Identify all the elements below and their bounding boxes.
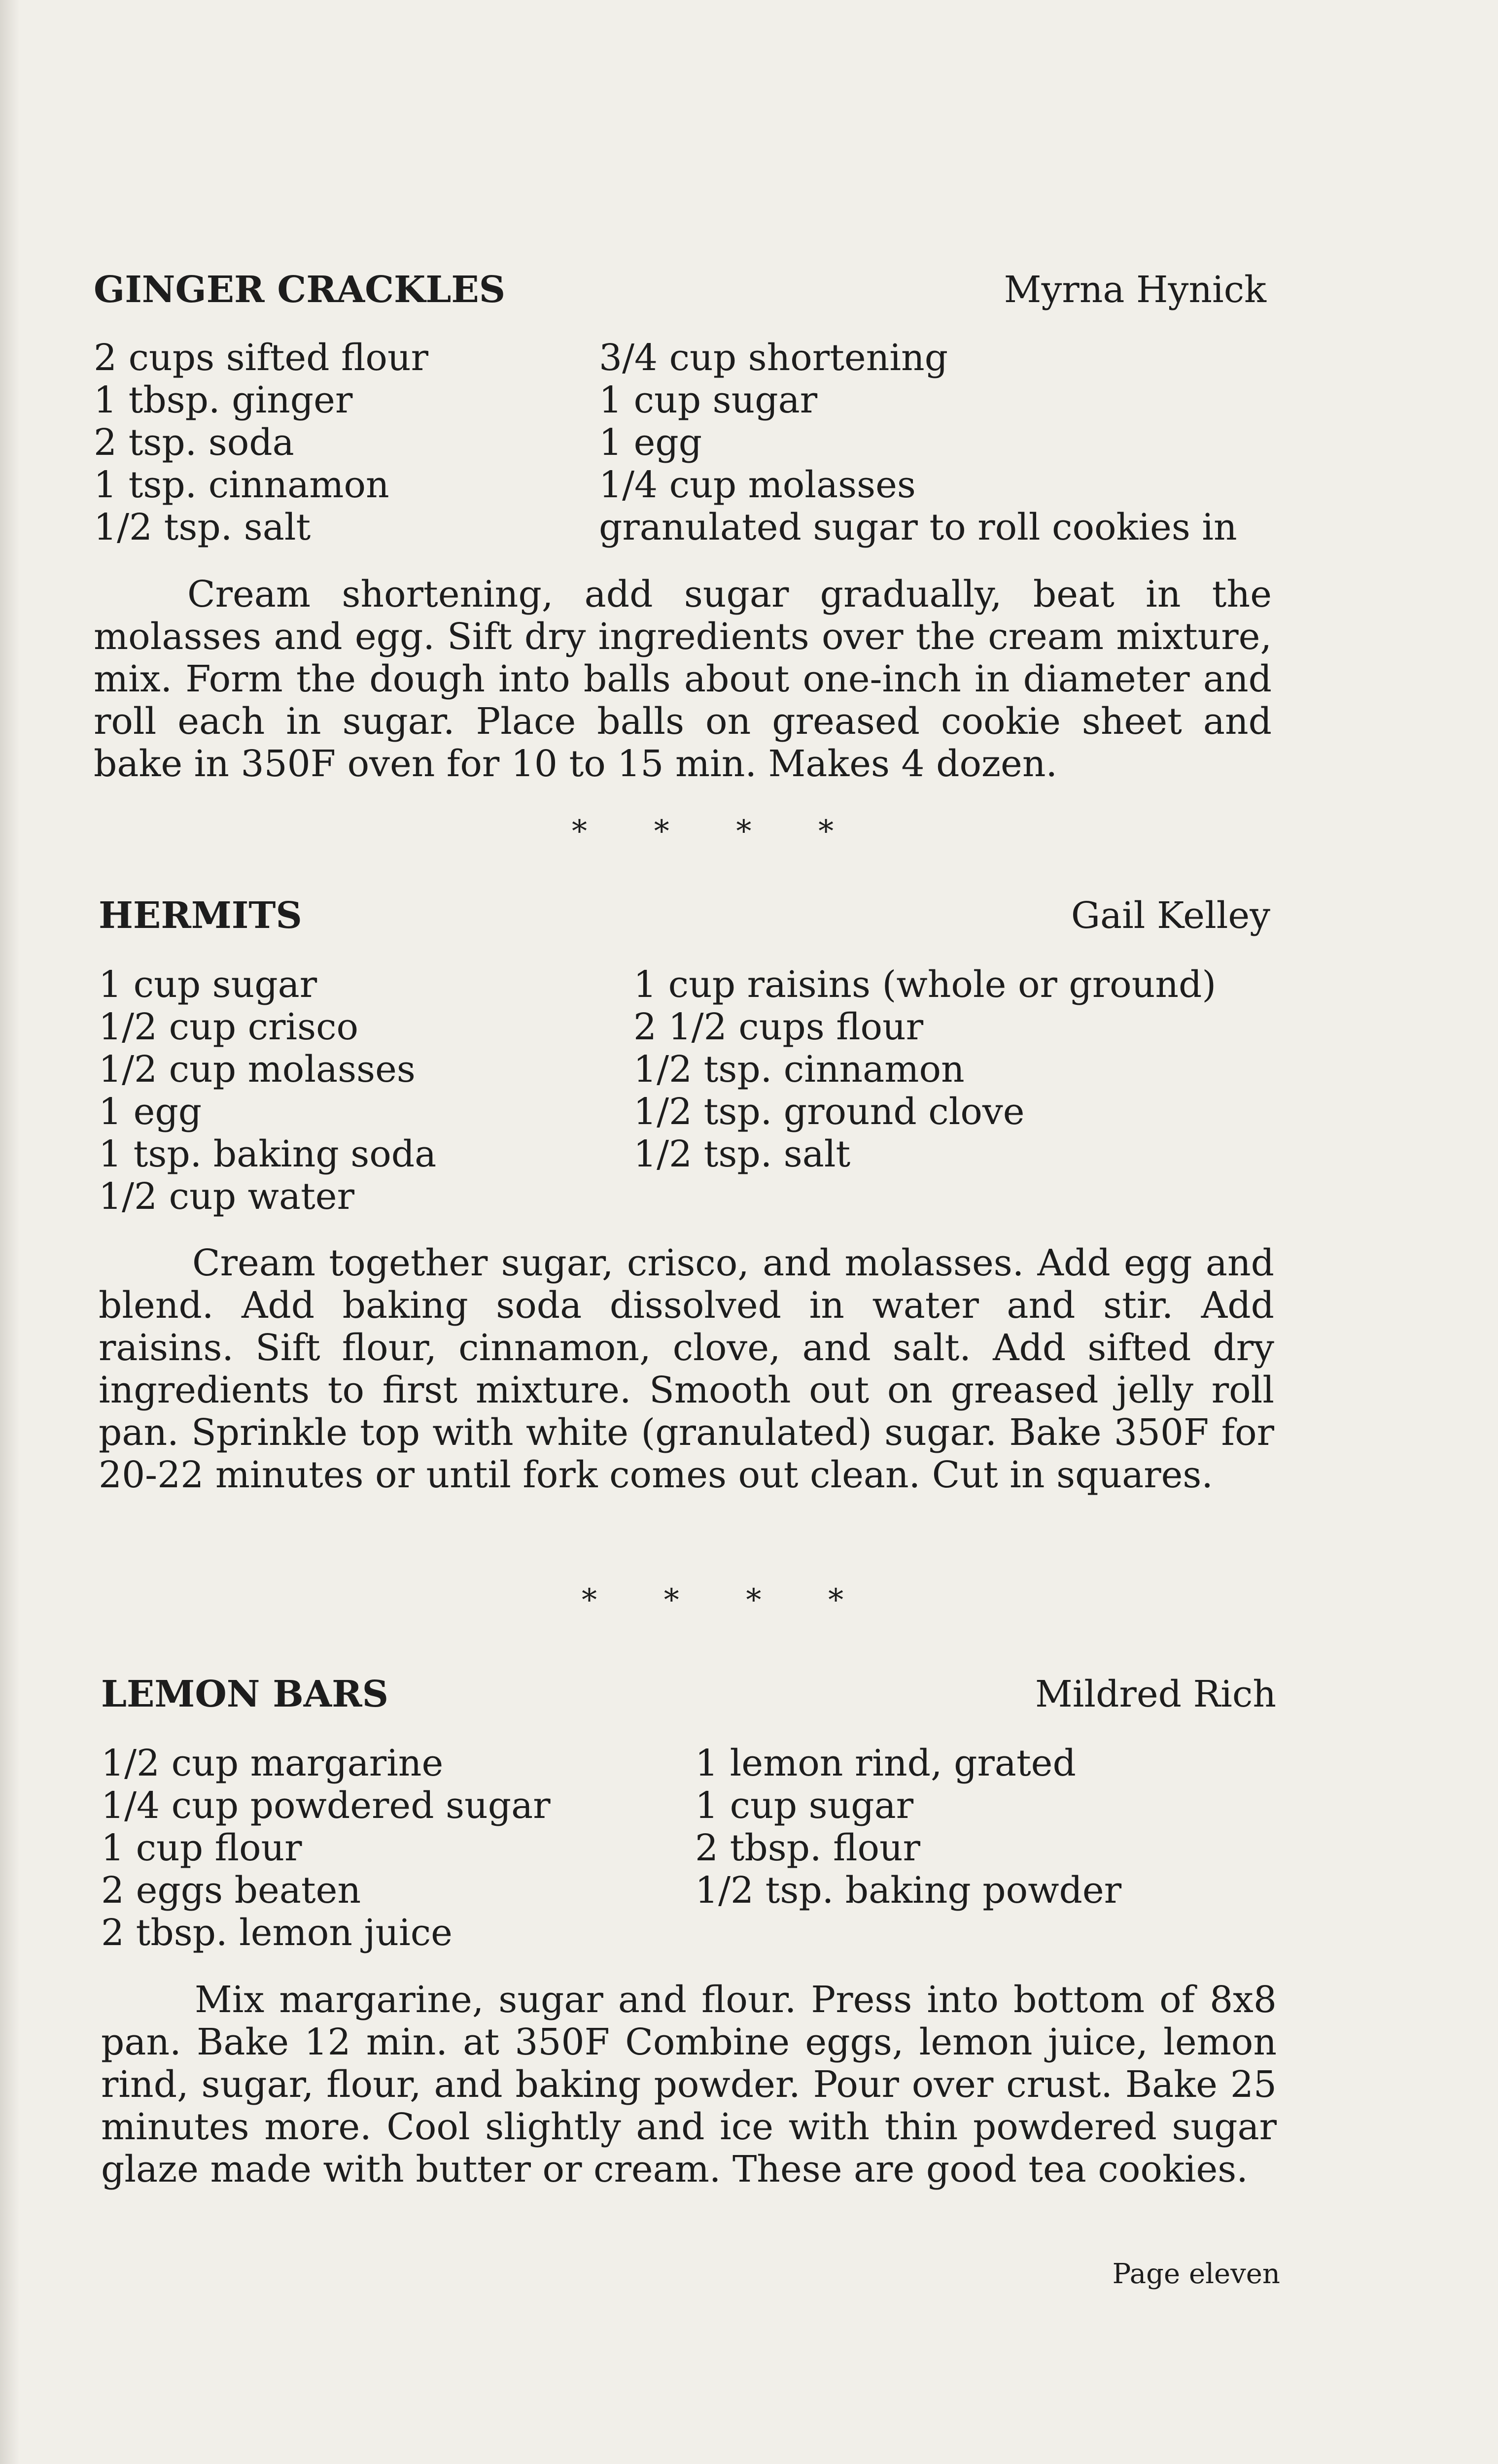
ingredient: 1 tsp. baking soda — [99, 1133, 437, 1175]
ingredients-right — [695, 1742, 1121, 1912]
ingredient: 3/4 cup shortening — [599, 337, 948, 379]
page-edge-shadow — [0, 0, 20, 2464]
ingredient: 1 lemon rind, grated — [695, 1742, 1076, 1784]
ingredient: 1/2 cup water — [99, 1175, 354, 1218]
ingredient: 1/2 tsp. salt — [633, 1133, 851, 1175]
ingredient: 2 cups sifted flour — [94, 337, 428, 379]
recipe-author: Gail Kelley — [1071, 894, 1270, 937]
ingredient: 1/2 cup margarine — [101, 1742, 444, 1784]
ingredient: 1/2 tsp. cinnamon — [633, 1048, 965, 1091]
ingredient: 1/2 tsp. baking powder — [695, 1869, 1122, 1912]
ingredients-right — [633, 963, 1216, 1175]
section-separator: * * * * — [582, 1582, 872, 1618]
ingredient: 1 tbsp. ginger — [94, 379, 353, 421]
recipe-author: Mildred Rich — [1035, 1673, 1276, 1715]
recipe-directions: Mix margarine, sugar and flour. Press into bottom of 8x8 pan. Bake 12 min. at 350F Combine eggs, lemon juice, lemon rind, sugar, flour, and baking powder. Pour over crust. Bake 25 minutes more. Cool slightly and ice with thin powdered sugar glaze made with butter or cream. These are good tea cookies. — [101, 1979, 1277, 2190]
recipe-title: LEMON BARS — [101, 1673, 389, 1715]
ingredient: 1/2 cup molasses — [99, 1048, 416, 1091]
ingredient: 2 eggs beaten — [101, 1869, 361, 1912]
ingredients-right — [599, 337, 1237, 548]
ingredient: 1 cup sugar — [599, 379, 818, 421]
ingredient: 1/4 cup molasses — [599, 464, 916, 506]
ingredient: 1/2 tsp. ground clove — [633, 1091, 1025, 1133]
ingredient: 1 egg — [599, 421, 702, 464]
ingredient: 1/4 cup powdered sugar — [101, 1784, 551, 1827]
ingredient: granulated sugar to roll cookies in — [599, 506, 1237, 548]
recipe-title: GINGER CRACKLES — [94, 269, 506, 311]
ingredient: 1 cup flour — [101, 1827, 302, 1869]
ingredient: 2 tbsp. flour — [695, 1827, 921, 1869]
ingredients-left — [101, 1742, 551, 1954]
ingredients-left — [99, 963, 436, 1218]
ingredient: 1 tsp. cinnamon — [94, 464, 389, 506]
ingredient: 1 cup sugar — [695, 1784, 914, 1827]
ingredient: 1/2 tsp. salt — [94, 506, 311, 548]
section-separator: * * * * — [572, 813, 863, 849]
ingredient: 1/2 cup crisco — [99, 1006, 359, 1048]
recipe-title: HERMITS — [99, 894, 302, 937]
ingredient: 1 egg — [99, 1091, 202, 1133]
recipe-directions: Cream together sugar, crisco, and molasses. Add egg and blend. Add baking soda dissolved in water and stir. Add raisins. Sift flour, cinnamon, clove, and salt. Add sifted dry ingredients to first mixture. Smooth out on greased jelly roll pan. Sprinkle top with white (granulated) sugar. Bake 350F for 20-22 minutes or until fork comes out clean. Cut in squares. — [99, 1242, 1274, 1496]
ingredient: 1 cup raisins (whole or ground) — [633, 963, 1217, 1006]
recipe-author: Myrna Hynick — [1004, 269, 1266, 311]
ingredient: 1 cup sugar — [99, 963, 317, 1006]
page-number: Page eleven — [1112, 2258, 1280, 2290]
ingredient: 2 tsp. soda — [94, 421, 294, 464]
ingredients-left — [94, 337, 428, 548]
ingredient: 2 tbsp. lemon juice — [101, 1912, 453, 1954]
recipe-directions: Cream shortening, add sugar gradually, beat in the molasses and egg. Sift dry ingredients over the cream mixture, mix. Form the dough into balls about one-inch in diameter and roll each in sugar. Place balls on greased cookie sheet and bake in 350F oven for 10 to 15 min. Makes 4 dozen. — [94, 573, 1272, 785]
ingredient: 2 1/2 cups flour — [633, 1006, 924, 1048]
